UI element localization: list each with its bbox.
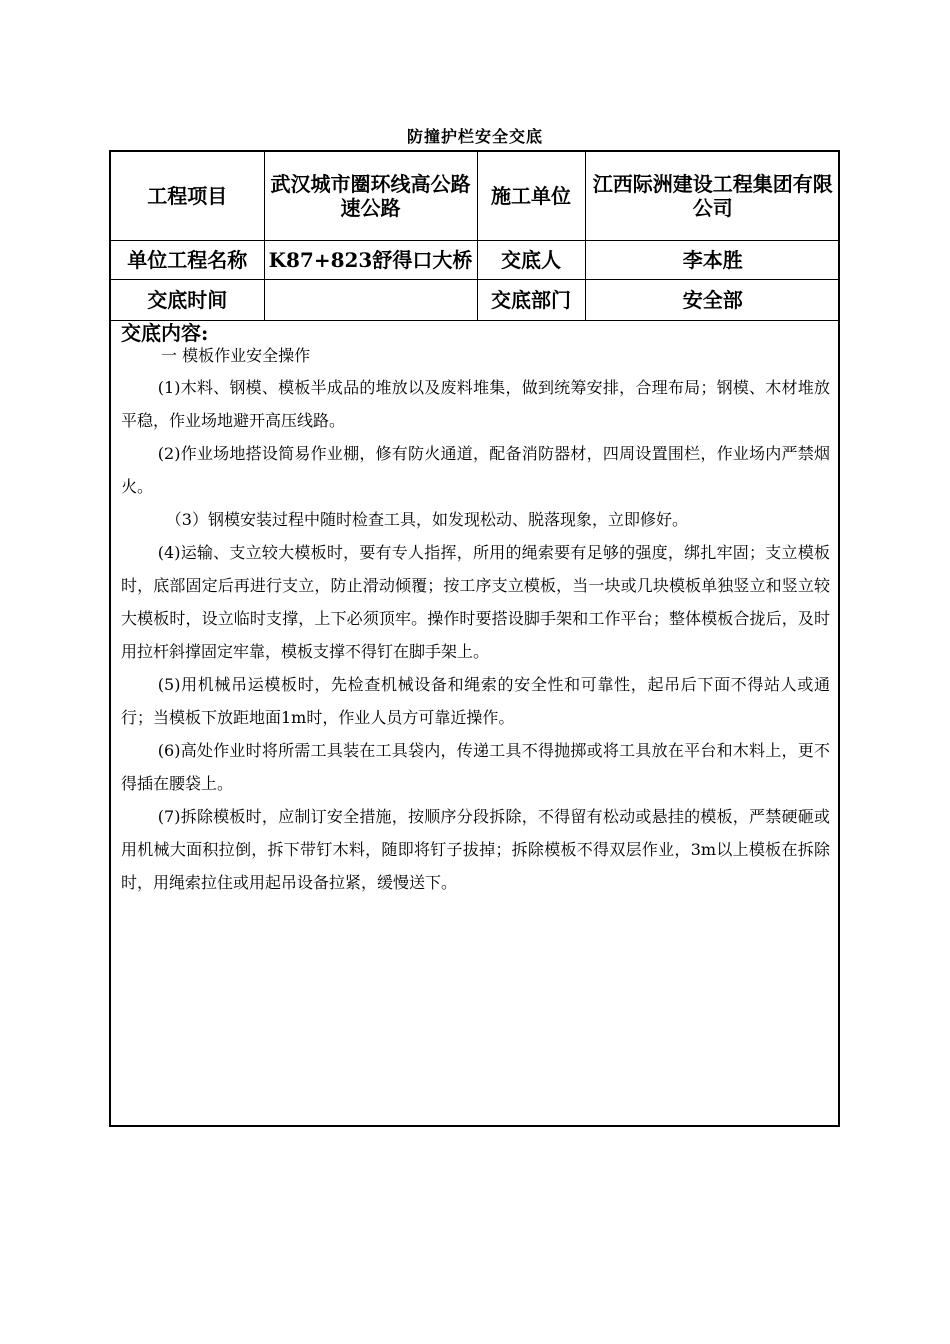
table-row (111, 152, 840, 241)
contractor-label: 施工单位 (477, 152, 585, 241)
project-value: 武汉城市圈环线高公路速公路 (264, 152, 477, 241)
paragraph: (6)高处作业时将所需工具装在工具袋内，传递工具不得抛掷或将工具放在平台和木料上，更不得插在腰袋上。 (121, 741, 830, 793)
unit-label: 单位工程名称 (111, 241, 264, 280)
table-row (111, 241, 840, 280)
paragraph: (2)作业场地搭设简易作业棚，修有防火通道，配备消防器材，四周设置围栏，作业场内严禁烟火。 (121, 444, 830, 496)
paragraph: (4)运输、支立较大模板时，要有专人指挥，所用的绳索要有足够的强度，绑扎牢固；支立模板时，底部固定后再进行支立，防止滑动倾覆；按工序支立模板，当一块或几块模板单独竖立和竖立较大模板时，设立临时支撑，上下必须顶牢。操作时要搭设脚手架和工作平台；整体模板合拢后，及时用拉杆斜撑固定牢靠，模板支撑不得钉在脚手架上。 (121, 543, 830, 661)
department-value: 安全部 (585, 280, 840, 321)
project-label: 工程项目 (111, 152, 264, 241)
disclosure-form (109, 150, 840, 1127)
contractor-value: 江西际洲建设工程集团有限公司 (585, 152, 840, 241)
presenter-label: 交底人 (477, 241, 585, 280)
content-heading: 交底内容: (121, 321, 209, 345)
time-label: 交底时间 (111, 280, 264, 321)
info-table (111, 152, 840, 321)
document-title: 防撞护栏安全交底 (406, 127, 543, 146)
unit-value: K87+823舒得口大桥 (264, 241, 477, 280)
time-value (264, 280, 477, 321)
paragraph: （3）钢模安装过程中随时检查工具，如发现松动、脱落现象，立即修好。 (165, 510, 688, 529)
disclosure-content (111, 321, 838, 899)
table-row (111, 280, 840, 321)
department-label: 交底部门 (477, 280, 585, 321)
paragraph: (7)拆除模板时，应制订安全措施，按顺序分段拆除，不得留有松动或悬挂的模板，严禁硬砸或用机械大面积拉倒，拆下带钉木料，随即将钉子拔掉；拆除模板不得双层作业，3m以上模板在拆除时，用绳索拉住或用起吊设备拉紧，缓慢送下。 (121, 807, 830, 892)
section-title: 一 模板作业安全操作 (161, 346, 311, 365)
paragraph: (1)木料、钢模、模板半成品的堆放以及废料堆集，做到统筹安排，合理布局；钢模、木材堆放平稳，作业场地避开高压线路。 (121, 378, 830, 430)
presenter-value: 李本胜 (585, 241, 840, 280)
paragraph: (5)用机械吊运模板时，先检查机械设备和绳索的安全性和可靠性，起吊后下面不得站人或通行；当模板下放距地面1m时，作业人员方可靠近操作。 (121, 675, 830, 727)
